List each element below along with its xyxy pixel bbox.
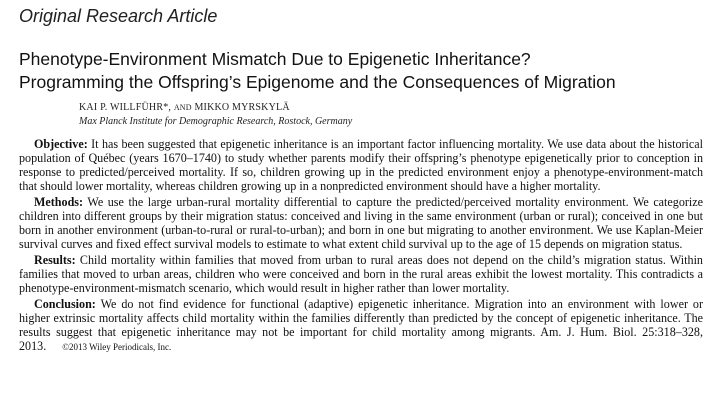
paper-title-line-1: Phenotype-Environment Mismatch Due to Epigenetic Inheritance?	[19, 49, 531, 69]
author-2: MIKKO MYRSKYLÄ	[194, 102, 290, 113]
author-1: KAI P. WILLFÜHR*,	[79, 102, 172, 113]
abstract	[19, 137, 703, 356]
objective-text: It has been suggested that epigenetic inheritance is an important factor influencing mortality. We use data about the historical population of Québec (years 1670–1740) to study whether parents modify their offspring’s phenotype epigenetically prior to conception in response to predicted/perceived mortality. If so, children growing up in the predicted environment enjoy a phenotype-environment-match that should lower mortality, whereas children growing up in a nonpredicted environment should have a higher mortality.	[19, 137, 704, 193]
abstract-conclusion	[19, 297, 703, 354]
methods-label: Methods:	[34, 195, 84, 209]
author-list	[79, 102, 290, 113]
methods-text: We use the large urban-rural mortality differential to capture the predicted/perceived mortality environment. We categorize children into different groups by their migration status: conceived and living in the same environment (urban or rural); conceived in one but born in another environment (urban-to-rural or rural-to-urban); and born in one but migrating to another environment. We use Kaplan-Meier survival curves and fixed effect survival models to estimate to what extent child survival up to the age of 15 depends on migration status.	[19, 195, 703, 251]
affiliation: Max Planck Institute for Demographic Research, Rostock, Germany	[79, 116, 353, 127]
abstract-results	[19, 253, 703, 295]
article-type-label: Original Research Article	[19, 6, 218, 26]
abstract-objective	[19, 137, 703, 193]
objective-label: Objective:	[34, 137, 88, 151]
author-conjunction: AND	[173, 103, 192, 112]
results-text: Child mortality within families that moved from urban to rural areas does not depend on the child’s migration status. Within families that moved to urban areas, children who were conceived and born in the rural areas exhibit the lowest mortality. This contradicts a phenotype-environment-mismatch scenario, which would result in higher rather than lower mortality.	[19, 253, 703, 295]
results-label: Results:	[34, 253, 76, 267]
paper-title	[19, 48, 719, 94]
conclusion-text: We do not find evidence for functional (adaptive) epigenetic inheritance. Migration into an environment with lower or higher extrinsic mortality affects child mortality within the families differently than predicted by the concept of epigenetic inheritance. The results suggest that epigenetic inheritance may not be important for child mortality among migrants. Am. J. Hum. Biol. 25:318–328, 2013.	[19, 297, 703, 353]
abstract-methods	[19, 195, 703, 251]
copyright-notice: ©2013 Wiley Periodicals, Inc.	[62, 342, 172, 352]
paper-title-line-2: Programming the Offspring’s Epigenome and the Consequences of Migration	[19, 72, 616, 92]
conclusion-label: Conclusion:	[34, 297, 96, 311]
